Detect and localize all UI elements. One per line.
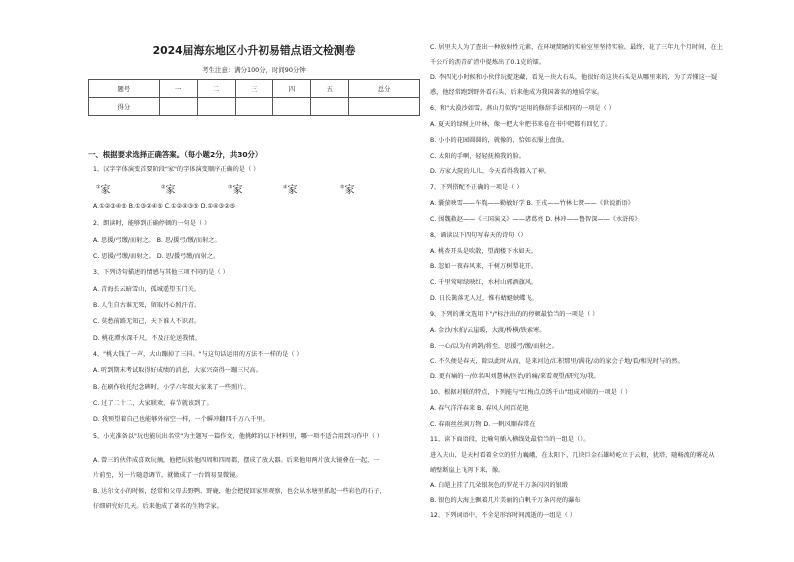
answer-option: C. 过了二十二，大家联欢，春节就该到了。: [93, 400, 213, 407]
question-line: 5、小光准备以"玩也能玩出名堂"为主题写一篇作文，他挑衅的以下材料里，哪一项不适合用到习作中（ ）: [93, 433, 384, 440]
answer-option: A. 桃杏开头是吹散，望湖楼下水如天。: [430, 248, 538, 255]
answer-option: A. 思援/弓缴/而射之。 B. 思/援弓/缴/而射之。: [93, 237, 221, 244]
answer-option: B. 人生自古谁无死，留取丹心照汗青。: [93, 302, 201, 309]
answer-option-continued: 惑，他经常跑到野外看石头，后来他成为我国著名的地质学家。: [430, 89, 604, 96]
question-line: 6、和"大漠沙如雪，燕山月似钩"运用的修辞手法相同的一项是（ ）: [430, 105, 615, 112]
score-header-cell: 五: [311, 80, 349, 98]
score-header-cell: 四: [273, 80, 311, 98]
score-input-cell[interactable]: [273, 98, 311, 116]
answer-option: A. 春气洋洋春来 B. 春风人间百花艳: [430, 405, 529, 412]
answer-option: B. 一心/以为有鸿鹄/将至，思援弓/缴/而射之。: [430, 343, 558, 350]
answer-option: D. 方家大院的儿儿，今天看得我都入了神。: [430, 168, 551, 175]
answer-option: A. 金沙/水拍/云崖暖，大渡/桥横/铁索寒。: [430, 327, 546, 334]
glyph-option-5: [340, 181, 354, 196]
question-line: 3、下列诗句描述的情感与其他三项不同的是（ ）: [93, 269, 229, 276]
score-table-header-row: [89, 80, 420, 98]
glyph-label: ②: [161, 184, 166, 191]
family-glyph-icon: 家: [165, 185, 176, 196]
answer-option: B. 小小的花园圆圆的，就像的，恰如衣服上盘放。: [430, 137, 569, 144]
score-row-label: 得分: [89, 98, 160, 116]
answer-option: B. 忽如一夜春风来，千树万树梨花开。: [430, 263, 538, 270]
score-table: [88, 79, 420, 116]
answer-option: A. 听到期末考试取得好成绩的消息，大家兴奋得一蹦三尺高。: [93, 367, 262, 374]
answer-option: A. 白皑上挂了几朵银灰色的罗花千万条闪闪的银缎: [430, 482, 568, 489]
glyph-label: ④: [283, 184, 288, 191]
answer-option: A. 青海长云暗雪山，孤城遥望玉门关。: [93, 286, 201, 293]
glyph-option-1: [96, 181, 110, 196]
score-input-cell[interactable]: [349, 98, 420, 116]
glyph-label: ⑤: [340, 184, 345, 191]
answer-option-continued: 仔细研究好几天。后来他成了著名的生物学家。: [93, 503, 223, 510]
score-input-cell[interactable]: [197, 98, 235, 116]
passage-line: 进入夫山，是天村看着全立的狂力巍峨，在太阳下，几块巨金石雄峙屹立于云般，犹塔，随畅流的雾花从: [430, 452, 715, 459]
score-table-score-row: [89, 98, 420, 116]
question-line: 1、汉字字体演变首要阶段"家"的字体演变顺序正确的是（ ）: [93, 166, 260, 173]
answer-option: C. 围魏救赵——《三国演义》——诸葛亮 D. 林冲——鲁智深——《水浒传》: [430, 216, 641, 223]
answer-option: C. 居里夫人为了查出一种放射性元素，在环境简陋的实验室里坚持实验。最终，花了三年九个月时间，在上: [430, 44, 723, 51]
score-input-cell[interactable]: [311, 98, 349, 116]
family-glyph-icon: 家: [287, 185, 298, 196]
answer-option: A. 夏天的绿树上叶林，像一把大伞把书来卷在书中吧都有回忆了。: [430, 121, 612, 128]
glyph-option-3: [228, 181, 242, 196]
question-line: 12、下列词语中，不全是形容时间流逝的一组是（ ）: [430, 512, 576, 519]
question-line: 8、诵读以下四句写春天的诗句（）: [430, 232, 527, 239]
answer-option: B. 在刷作收托纪念碑时，小学六年级大家来了一些照片。: [93, 384, 250, 391]
exam-notice: 考生注意：满分100分，时间90分钟: [202, 66, 306, 74]
answer-option: C. 千里莺啼绿映红，水村山郭酒旗风。: [430, 279, 538, 286]
glyph-option-2: [161, 181, 175, 196]
family-glyph-icon: 家: [232, 185, 243, 196]
answer-option: C. 不久便是春天，除以此时从而，是来河边/汇积那里/满花/动的家会子地/看/相见时与的然。: [430, 358, 684, 365]
score-header-cell: 二: [197, 80, 235, 98]
question-line: 10、根据对联的特点，下列能与"红梅点点绣千山"组成对联的一项是（ ）: [430, 389, 632, 396]
question-line: 4、"桃大钱了一声，大山蹦掉了三抖。"与这句话运用的方法不一样的是（ ）: [93, 351, 303, 358]
answer-option-continued: 千公斤的沥青矿渣中提炼出了0.1克的镭。: [430, 59, 546, 66]
question-line: 2、朗读时，能够到正确停顿的一句是（ ）: [93, 220, 211, 227]
answer-option-continued: 片前至，另一片随意调节，就做成了一台简易显微镜。: [93, 472, 242, 479]
answer-option: D. 更有痛的一/位名叫刘慧林/医治/的痛/来看观望/研究为/我。: [430, 373, 600, 380]
answer-option: D. 桃花潭水深千尺，不及汪伦送我情。: [93, 335, 201, 342]
glyph-label: ③: [228, 184, 233, 191]
answer-option: D. 日长篱落无人过，惟有蜻蜓蛱蝶飞。: [430, 295, 538, 302]
answer-option: D. 我预望着自己也能够外宿空一样，一个瞬冲翻四千万八千里。: [93, 416, 269, 423]
question-line: 7、下列搭配不正确的一项是（ ）: [430, 184, 523, 191]
question-line: 11、读下面语段，比喻句插入横线处最恰当的一组是（）。: [430, 436, 590, 443]
answer-option: D. 李四光小时候和小伙伴玩捉迷藏，看见一块大石头，他很好奇这块石头是从哪里来的，为了弄懂这一疑: [430, 74, 718, 81]
answer-option: A. 囊萤映雪——车胤——勤敏好学 B. 王戎——竹林七贤——《世说新语》: [430, 200, 634, 207]
answer-options-line: A.①②③④⑤ B.①③②④⑤ C.①②④③⑤ D.①④③②⑤: [93, 203, 236, 210]
page-title: 2024届海东地区小升初易错点语文检测卷: [152, 44, 356, 57]
answer-option: A. 曾三的伙伴成喜欢玩摘，他把玩转他四周和四周都，摆成了放大器。后来他用两片放大镜叠在一起，一: [93, 457, 380, 464]
score-header-cell: 三: [235, 80, 273, 98]
score-header-cell: 总分: [349, 80, 420, 98]
answer-option: B. 达尔文小的时候，经常和父母去野鸭、野鹿，他会把捉回家里观察，也会从水塘里抓起一些彩色的石子，: [93, 488, 386, 495]
answer-option: C. 莫愁前路无知己，天下谁人不识君。: [93, 318, 201, 325]
question-line: 9、下列的课文选用下"/"标注出的的停顿最恰当的一项是（ ）: [430, 311, 599, 318]
score-header-cell: 题号: [89, 80, 160, 98]
answer-option: C. 太阳的手啊，轻轻抚摸我的脸。: [430, 153, 525, 160]
family-glyph-icon: 家: [100, 185, 111, 196]
score-input-cell[interactable]: [235, 98, 273, 116]
score-header-cell: 一: [159, 80, 197, 98]
glyph-option-4: [283, 181, 297, 196]
family-glyph-icon: 家: [344, 185, 355, 196]
score-input-cell[interactable]: [159, 98, 197, 116]
answer-option: B. 银色的大海上飘着几片美丽的白帆千万条闪亮的瀑布: [430, 497, 581, 504]
answer-option: C. 春雨丝丝润万物 D. 一帆风顺春常在: [430, 421, 536, 428]
section-1-title: 一、根据要求选择正确答案。（每小题2分，共30分）: [88, 150, 263, 159]
glyph-label: ①: [96, 184, 101, 191]
answer-option: C. 思援/弓缴/而射之。 D. 思/援弓缴/而射之。: [93, 253, 220, 260]
passage-line: 峭壁断崖上飞泻下来，像。: [430, 467, 505, 474]
